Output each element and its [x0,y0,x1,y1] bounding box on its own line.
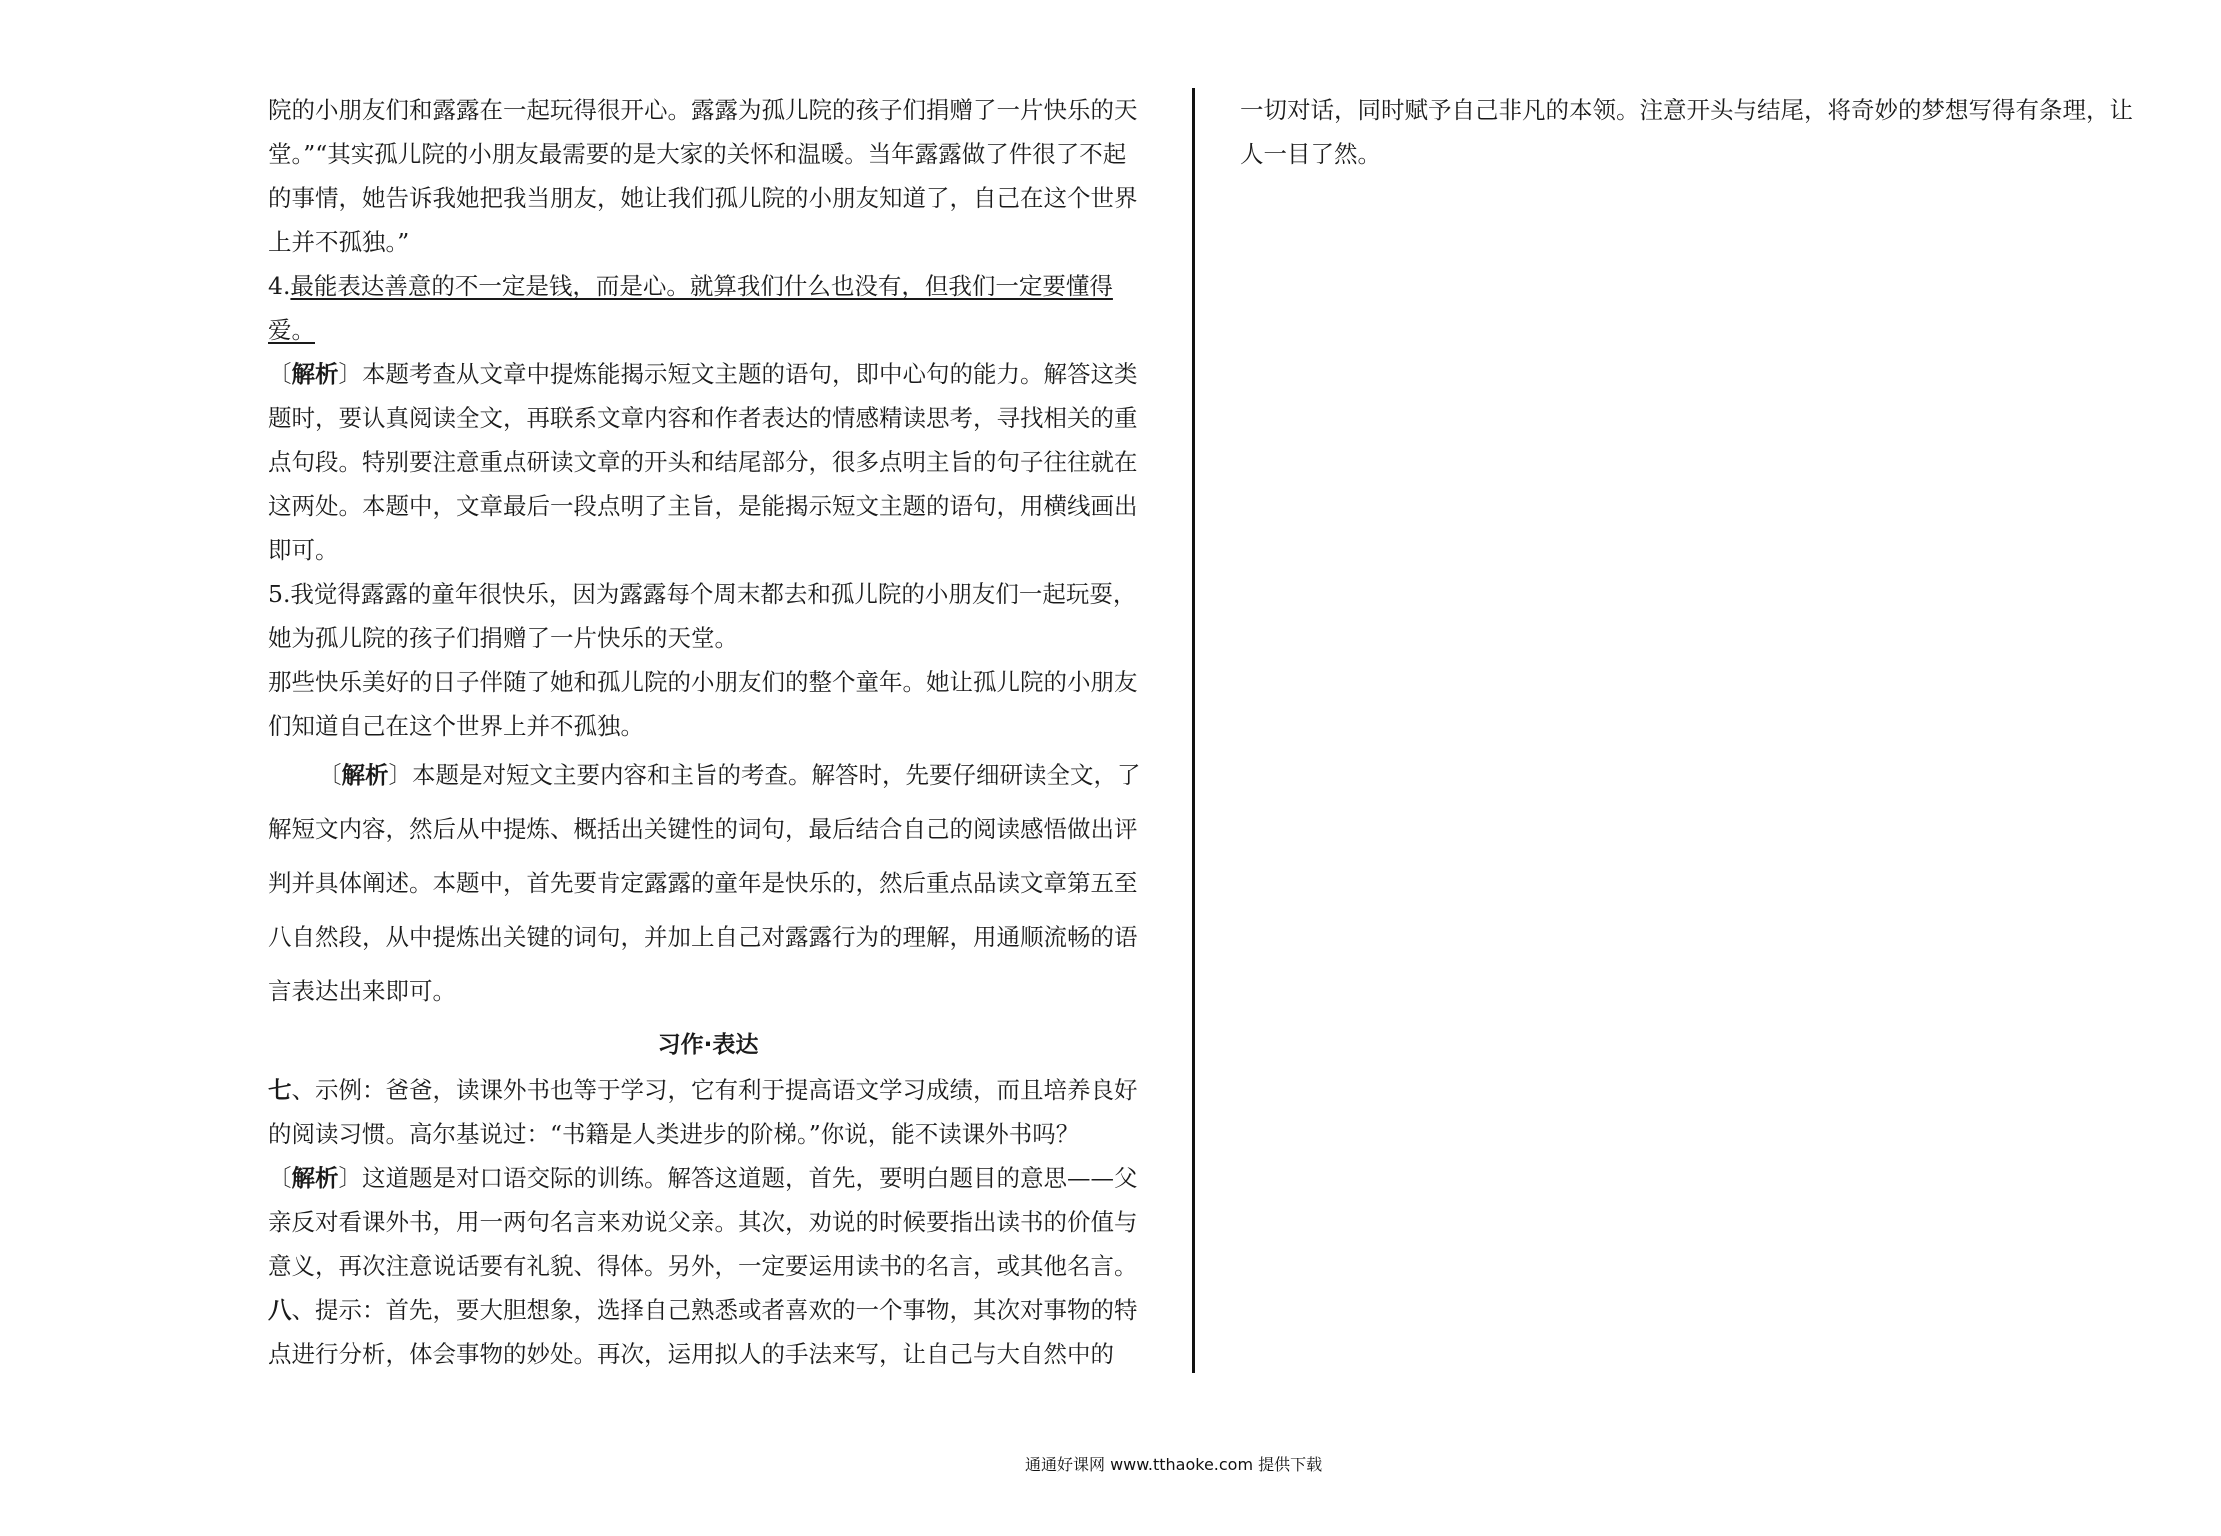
analysis-q7 [268,1156,1148,1288]
paragraph-q3-continuation: 院的小朋友们和露露在一起玩得很开心。露露为孤儿院的孩子们捐赠了一片快乐的天堂。”“其实孤儿院的小朋友最需要的是大家的关怀和温暖。当年露露做了件很了不起的事情，她告诉我她把我当朋友，她让我们孤儿院的小朋友知道了，自己在这个世界上并不孤独。” [268,96,1138,256]
column-divider [1192,88,1195,1373]
answer-q7-text: 、示例：爸爸，读课外书也等于学习，它有利于提高语文学习成绩，而且培养良好的阅读习惯。高尔基说过：“书籍是人类进步的阶梯。”你说，能不读课外书吗？ [268,1076,1138,1148]
analysis-label: 解析 [291,1164,339,1192]
bracket-close: 〕 [388,761,412,789]
analysis-q5 [268,748,1148,1018]
section-title: 习作·表达 [657,1032,759,1058]
answer-q7 [268,1068,1148,1156]
question-number-7: 七 [268,1076,292,1104]
bracket-open: 〔 [268,1164,292,1192]
bracket-open: 〔 [268,360,292,388]
answer-q5-b: 那些快乐美好的日子伴随了她和孤儿院的小朋友们的整个童年。她让孤儿院的小朋友们知道自己在这个世界上并不孤独。 [268,668,1138,740]
bracket-open: 〔 [318,761,342,789]
analysis-q4 [268,352,1148,572]
analysis-label: 解析 [291,360,339,388]
analysis-q7-text: 这道题是对口语交际的训练。解答这道题，首先，要明白题目的意思——父亲反对看课外书，用一两句名言来劝说父亲。其次，劝说的时候要指出读书的价值与意义，再次注意说话要有礼貌、得体。另外，一定要运用读书的名言，或其他名言。 [268,1164,1138,1280]
bracket-close: 〕 [338,1164,362,1192]
question-number-4: 4. [268,272,291,300]
bracket-close: 〕 [338,360,362,388]
analysis-q4-text: 本题考查从文章中提炼能揭示短文主题的语句，即中心句的能力。解答这类题时，要认真阅读全文，再联系文章内容和作者表达的情感精读思考，寻找相关的重点句段。特别要注意重点研读文章的开头和结尾部分，很多点明主旨的句子往往就在这两处。本题中，文章最后一段点明了主旨，是能揭示短文主题的语句，用横线画出即可。 [268,360,1138,564]
answer-q8-text: 、提示：首先，要大胆想象，选择自己熟悉或者喜欢的一个事物，其次对事物的特点进行分析，体会事物的妙处。再次，运用拟人的手法来写，让自己与大自然中的 [268,1296,1138,1368]
right-column [1240,88,2140,176]
answer-q4 [268,264,1148,352]
answer-q4-underlined: 最能表达善意的不一定是钱，而是心。就算我们什么也没有，但我们一定要懂得爱。 [268,272,1113,344]
answer-q5-a: 5.我觉得露露的童年很快乐，因为露露每个周末都去和孤儿院的小朋友们一起玩耍，她为孤儿院的孩子们捐赠了一片快乐的天堂。 [268,580,1137,652]
question-number-8: 八 [268,1296,292,1324]
answer-q8 [268,1288,1148,1376]
left-column [268,88,1148,1376]
analysis-label: 解析 [341,761,389,789]
analysis-q5-text: 本题是对短文主要内容和主旨的考查。解答时，先要仔细研读全文，了解短文内容，然后从中提炼、概括出关键性的词句，最后结合自己的阅读感悟做出评判并具体阐述。本题中，首先要肯定露露的童年是快乐的，然后重点品读文章第五至八自然段，从中提炼出关键的词句，并加上自己对露露行为的理解，用通顺流畅的语言表达出来即可。 [268,761,1141,1005]
answer-q8-continuation: 一切对话，同时赋予自己非凡的本领。注意开头与结尾，将奇妙的梦想写得有条理，让人一目了然。 [1240,96,2133,168]
footer-source: 通通好课网 www.tthaoke.com 提供下载 [1025,1455,1323,1474]
